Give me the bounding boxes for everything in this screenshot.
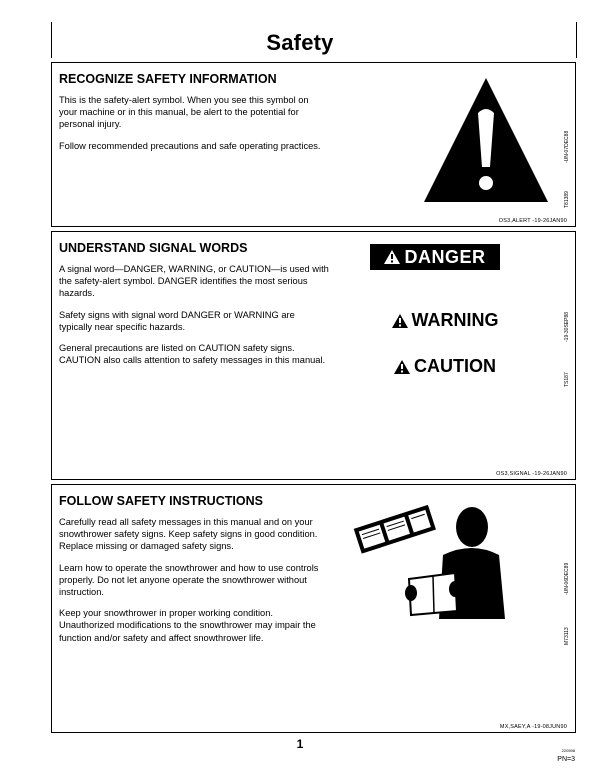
paragraph: Learn how to operate the snowthrower and how to use controls properly. Do not let anyone operate the snowthrower without instruction. [59, 562, 319, 598]
section-signal-words [51, 231, 576, 480]
paragraph: Follow recommended precautions and safe operating practices. [59, 140, 321, 151]
footer-small-code: 220598 [561, 748, 575, 753]
reference-code: MX,SAEY,A -19-08JUN90 [499, 724, 567, 730]
danger-sign [370, 244, 500, 270]
section-body [59, 94, 329, 161]
section-heading: UNDERSTAND SIGNAL WORDS [59, 241, 248, 255]
warning-label: WARNING [411, 310, 499, 330]
side-code: -UN-06DEC89 [564, 562, 570, 595]
paragraph: A signal word—DANGER, WARNING, or CAUTION—is used with the safety-alert symbol. DANGER identifies the most serious hazards. [59, 264, 329, 299]
paragraph: Keep your snowthrower in proper working condition. Unauthorized modifications to the snowthrower may impair the function and/or safety and affect snowthrower life. [59, 608, 316, 643]
section-body [59, 263, 329, 375]
paragraph: Carefully read all safety messages in this manual and on your snowthrower safety signs. Keep safety signs in good condition. Replace missing or damaged safety signs. [59, 517, 318, 552]
side-code: -UN-07DEC88 [564, 130, 570, 163]
alert-triangle-icon [392, 314, 408, 328]
side-code: M73113 [564, 627, 570, 645]
safety-alert-triangle-icon [421, 75, 551, 205]
caution-sign [370, 356, 520, 377]
reference-code: OS3,SIGNAL -19-26JAN90 [496, 471, 567, 477]
person-reading-manual-icon [347, 497, 507, 619]
danger-label: DANGER [404, 246, 486, 267]
side-code: -19-30SEP88 [564, 311, 570, 342]
caution-label: CAUTION [414, 356, 496, 376]
alert-triangle-icon [384, 250, 400, 264]
section-recognize-safety [51, 62, 576, 227]
section-follow-instructions [51, 484, 576, 733]
side-code: TS187 [564, 372, 570, 387]
section-heading: RECOGNIZE SAFETY INFORMATION [59, 72, 277, 86]
alert-triangle-icon [394, 360, 410, 374]
page-number: 1 [296, 737, 304, 751]
paragraph: General precautions are listed on CAUTION safety signs. CAUTION also calls attention to safety messages in this manual. [59, 343, 326, 366]
reference-code: OS3,ALERT -19-26JAN90 [498, 218, 567, 224]
footer-code: PN=3 [557, 756, 575, 763]
paragraph: This is the safety-alert symbol. When you see this symbol on your machine or in this manual, be alert to the potential for personal injury. [59, 95, 309, 130]
warning-sign [370, 310, 520, 331]
page-title: Safety [266, 30, 334, 55]
section-heading: FOLLOW SAFETY INSTRUCTIONS [59, 494, 263, 508]
section-body [59, 516, 329, 653]
side-code: T81389 [564, 191, 570, 208]
paragraph: Safety signs with signal word DANGER or WARNING are typically near specific hazards. [59, 309, 295, 332]
